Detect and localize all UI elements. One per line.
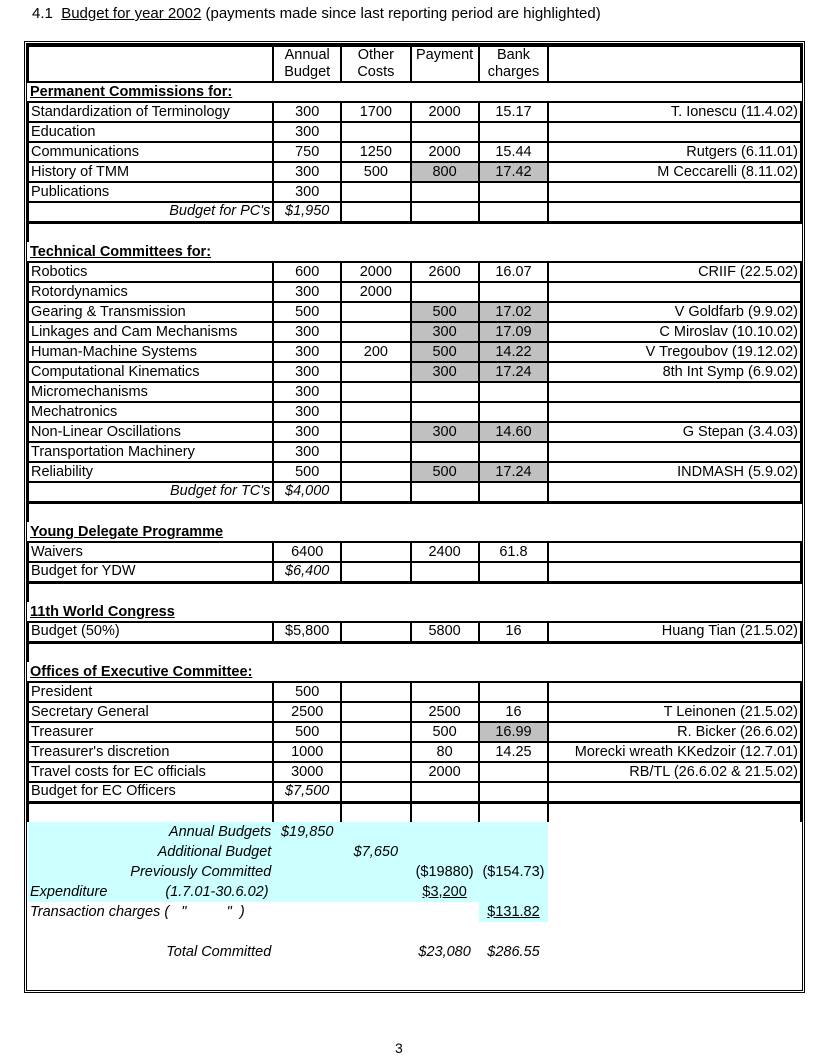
- payment-cell: [411, 682, 479, 702]
- notes-cell: V Tregoubov (19.12.02): [548, 342, 801, 362]
- other-costs-cell: [341, 782, 411, 802]
- other-costs-cell: 500: [341, 162, 411, 182]
- notes-cell: [548, 182, 801, 202]
- payment-cell: 2600: [411, 262, 479, 282]
- spacer-cell: [273, 642, 341, 662]
- other-costs-cell: [341, 322, 411, 342]
- empty-cell: [548, 482, 801, 502]
- bank-charges-cell: 16.99: [479, 722, 549, 742]
- spacer-cell: [273, 582, 341, 602]
- other-costs-cell: [341, 442, 411, 462]
- transaction-charges-text: $131.82: [487, 903, 540, 920]
- summary-row: [28, 942, 801, 962]
- summary-row: [28, 862, 801, 882]
- spacer-row: [28, 582, 801, 602]
- empty-cell: [341, 822, 411, 842]
- annual-budget-cell: 300: [273, 422, 341, 442]
- row-label: Budget (50%): [28, 622, 273, 642]
- row-label: Transportation Machinery: [28, 442, 273, 462]
- notes-cell: INDMASH (5.9.02): [548, 462, 801, 482]
- row-label: Publications: [28, 182, 273, 202]
- empty-cell: [548, 202, 801, 222]
- empty-cell: [479, 822, 549, 842]
- spacer-cell: [479, 502, 549, 522]
- annual-budget-cell: 600: [273, 262, 341, 282]
- spacer-row: [28, 642, 801, 662]
- spacer-cell: [28, 222, 273, 242]
- header-annual-budget: Annual Budget: [273, 46, 341, 83]
- additional-budget-value: $7,650: [341, 842, 411, 862]
- header-blank: [28, 46, 273, 83]
- payment-cell: [411, 122, 479, 142]
- row-label: Waivers: [28, 542, 273, 562]
- other-costs-cell: [341, 562, 411, 582]
- notes-cell: Huang Tian (21.5.02): [548, 622, 801, 642]
- table-row: [28, 342, 801, 362]
- notes-cell: Morecki wreath KKedzoir (12.7.01): [548, 742, 801, 762]
- other-costs-cell: 1250: [341, 142, 411, 162]
- bank-charges-cell: [479, 382, 549, 402]
- empty-cell: [411, 922, 479, 942]
- subtotal-value: $4,000: [273, 482, 341, 502]
- other-costs-cell: [341, 542, 411, 562]
- payment-cell: [411, 782, 479, 802]
- row-label: Communications: [28, 142, 273, 162]
- empty-cell: [28, 922, 273, 942]
- summary-row: [28, 822, 801, 842]
- empty-cell: [341, 862, 411, 882]
- notes-cell: RB/TL (26.6.02 & 21.5.02): [548, 762, 801, 782]
- row-label: Standardization of Terminology: [28, 102, 273, 122]
- table-row: [28, 402, 801, 422]
- spacer-cell: [273, 222, 341, 242]
- section-title: Permanent Commissions for:: [30, 84, 233, 100]
- payment-cell: 80: [411, 742, 479, 762]
- section-header-row: [28, 662, 801, 682]
- bank-charges-cell: [479, 122, 549, 142]
- table-row: [28, 262, 801, 282]
- bank-charges-cell: [479, 682, 549, 702]
- heading-title: Budget for year 2002: [61, 5, 202, 22]
- annual-budget-cell: 300: [273, 402, 341, 422]
- section-header-row: [28, 602, 801, 622]
- spacer-cell: [28, 642, 273, 662]
- subtotal-row: [28, 202, 801, 222]
- annual-budget-cell: 3000: [273, 762, 341, 782]
- other-costs-cell: [341, 402, 411, 422]
- empty-cell: [411, 202, 479, 222]
- row-label: Budget for EC Officers: [28, 782, 273, 802]
- payment-cell: 2000: [411, 102, 479, 122]
- section-header-row: [28, 82, 801, 102]
- empty-cell: [548, 922, 801, 942]
- payment-cell: 300: [411, 322, 479, 342]
- annual-budget-cell: 300: [273, 282, 341, 302]
- annual-budget-cell: 750: [273, 142, 341, 162]
- row-label: Secretary General: [28, 702, 273, 722]
- payment-cell: 300: [411, 362, 479, 382]
- annual-budget-cell: $5,800: [273, 622, 341, 642]
- payment-cell: 500: [411, 462, 479, 482]
- spacer-cell: [28, 502, 273, 522]
- table-row: [28, 782, 801, 802]
- bank-charges-cell: 15.44: [479, 142, 549, 162]
- row-label: Non-Linear Oscillations: [28, 422, 273, 442]
- row-label: Treasurer's discretion: [28, 742, 273, 762]
- row-label: Computational Kinematics: [28, 362, 273, 382]
- bank-charges-cell: [479, 402, 549, 422]
- spacer-cell: [548, 502, 801, 522]
- total-committed-payment: $23,080: [411, 942, 479, 962]
- expenditure-period: (1.7.01-30.6.02): [165, 883, 269, 900]
- heading-number: 4.1: [32, 5, 53, 22]
- row-label: President: [28, 682, 273, 702]
- header-payment: Payment: [411, 46, 479, 83]
- payment-cell: 800: [411, 162, 479, 182]
- payment-cell: 300: [411, 422, 479, 442]
- empty-cell: [273, 942, 341, 962]
- other-costs-cell: [341, 182, 411, 202]
- section-title: Technical Committees for:: [30, 244, 212, 260]
- transaction-charges-label: Transaction charges ( " " ): [28, 902, 411, 922]
- table-row: [28, 142, 801, 162]
- empty-cell: [341, 942, 411, 962]
- annual-budget-cell: 300: [273, 322, 341, 342]
- spacer-cell: [273, 502, 341, 522]
- table-row: [28, 182, 801, 202]
- summary-row: [28, 842, 801, 862]
- empty-cell: [411, 842, 479, 862]
- payment-cell: [411, 182, 479, 202]
- spacer-cell: [341, 642, 411, 662]
- annual-budget-cell: 6400: [273, 542, 341, 562]
- bank-charges-cell: 14.25: [479, 742, 549, 762]
- other-costs-cell: 1700: [341, 102, 411, 122]
- table-row: [28, 462, 801, 482]
- empty-cell: [479, 202, 549, 222]
- table-row: [28, 302, 801, 322]
- section-title: 11th World Congress: [30, 604, 175, 620]
- spacer-cell: [479, 642, 549, 662]
- bank-charges-cell: 14.60: [479, 422, 549, 442]
- spacer-cell: [411, 582, 479, 602]
- annual-budget-cell: $6,400: [273, 562, 341, 582]
- notes-cell: T Leinonen (21.5.02): [548, 702, 801, 722]
- bank-charges-cell: [479, 562, 549, 582]
- annual-budget-cell: 300: [273, 102, 341, 122]
- other-costs-cell: [341, 362, 411, 382]
- annual-budget-cell: 300: [273, 122, 341, 142]
- section-title: Young Delegate Programme: [30, 524, 224, 540]
- notes-cell: R. Bicker (26.6.02): [548, 722, 801, 742]
- empty-cell: [411, 482, 479, 502]
- table-row: [28, 162, 801, 182]
- empty-cell: [273, 842, 341, 862]
- other-costs-cell: [341, 722, 411, 742]
- annual-budgets-label: Annual Budgets: [28, 822, 273, 842]
- header-notes: [548, 46, 801, 83]
- bank-charges-cell: 17.24: [479, 462, 549, 482]
- other-costs-cell: [341, 122, 411, 142]
- empty-cell: [341, 202, 411, 222]
- spacer-cell: [411, 222, 479, 242]
- empty-cell: [548, 862, 801, 882]
- other-costs-cell: [341, 622, 411, 642]
- other-costs-cell: [341, 422, 411, 442]
- other-costs-cell: 2000: [341, 282, 411, 302]
- subtotal-label: Budget for PC's: [28, 202, 273, 222]
- transaction-charges-value: [479, 902, 549, 922]
- annual-budget-cell: 2500: [273, 702, 341, 722]
- annual-budget-cell: 500: [273, 302, 341, 322]
- payment-cell: 2500: [411, 702, 479, 722]
- table-row: [28, 762, 801, 782]
- notes-cell: T. Ionescu (11.4.02): [548, 102, 801, 122]
- row-label: Robotics: [28, 262, 273, 282]
- empty-cell: [341, 482, 411, 502]
- payment-cell: [411, 382, 479, 402]
- row-label: Linkages and Cam Mechanisms: [28, 322, 273, 342]
- table-row: [28, 562, 801, 582]
- empty-cell: [411, 902, 479, 922]
- notes-cell: [548, 682, 801, 702]
- payment-cell: 500: [411, 302, 479, 322]
- bank-charges-cell: [479, 762, 549, 782]
- subtotal-value: $1,950: [273, 202, 341, 222]
- row-label: Human-Machine Systems: [28, 342, 273, 362]
- notes-cell: C Miroslav (10.10.02): [548, 322, 801, 342]
- spacer-cell: [341, 582, 411, 602]
- page-number: 3: [395, 1040, 403, 1056]
- bank-charges-cell: 16: [479, 622, 549, 642]
- bank-charges-cell: 14.22: [479, 342, 549, 362]
- row-label: Travel costs for EC officials: [28, 762, 273, 782]
- spacer-cell: [479, 222, 549, 242]
- empty-cell: [548, 882, 801, 902]
- table-row: [28, 742, 801, 762]
- bank-charges-cell: 17.09: [479, 322, 549, 342]
- bank-charges-cell: 61.8: [479, 542, 549, 562]
- bank-charges-cell: 16: [479, 702, 549, 722]
- table-row: [28, 442, 801, 462]
- budget-table-body: [28, 46, 801, 963]
- spacer-row: [28, 222, 801, 242]
- spacer-cell: [341, 502, 411, 522]
- notes-cell: [548, 402, 801, 422]
- previously-committed-payment: ($19880): [411, 862, 479, 882]
- payment-cell: 500: [411, 722, 479, 742]
- bank-charges-cell: [479, 282, 549, 302]
- bank-charges-cell: 17.42: [479, 162, 549, 182]
- subtotal-label: Budget for TC's: [28, 482, 273, 502]
- expenditure-label: Expenditure: [30, 883, 108, 900]
- total-committed-label: Total Committed: [28, 942, 273, 962]
- row-label: Gearing & Transmission: [28, 302, 273, 322]
- notes-cell: [548, 562, 801, 582]
- other-costs-cell: [341, 682, 411, 702]
- blank-cell: [28, 802, 273, 822]
- table-row: [28, 702, 801, 722]
- annual-budget-cell: 1000: [273, 742, 341, 762]
- bank-charges-cell: [479, 782, 549, 802]
- summary-row: [28, 902, 801, 922]
- payment-cell: [411, 402, 479, 422]
- empty-cell: [548, 822, 801, 842]
- annual-budget-cell: 300: [273, 442, 341, 462]
- row-label: Education: [28, 122, 273, 142]
- spacer-cell: [479, 582, 549, 602]
- spacer-cell: [411, 502, 479, 522]
- table-row: [28, 422, 801, 442]
- expenditure-value: [411, 882, 479, 902]
- notes-cell: [548, 382, 801, 402]
- bank-charges-cell: 17.02: [479, 302, 549, 322]
- bank-charges-cell: 17.24: [479, 362, 549, 382]
- previously-committed-bank: ($154.73): [479, 862, 549, 882]
- blank-row: [28, 802, 801, 822]
- notes-cell: [548, 122, 801, 142]
- annual-budget-cell: 300: [273, 382, 341, 402]
- blank-cell: [341, 802, 411, 822]
- other-costs-cell: 2000: [341, 262, 411, 282]
- table-row: [28, 382, 801, 402]
- payment-cell: [411, 282, 479, 302]
- bank-charges-cell: 16.07: [479, 262, 549, 282]
- table-row: [28, 362, 801, 382]
- payment-cell: 5800: [411, 622, 479, 642]
- payment-cell: 2000: [411, 142, 479, 162]
- notes-cell: 8th Int Symp (6.9.02): [548, 362, 801, 382]
- subtotal-row: [28, 482, 801, 502]
- notes-cell: [548, 282, 801, 302]
- bank-charges-cell: 15.17: [479, 102, 549, 122]
- notes-cell: [548, 442, 801, 462]
- empty-cell: [273, 862, 341, 882]
- notes-cell: Rutgers (6.11.01): [548, 142, 801, 162]
- notes-cell: [548, 782, 801, 802]
- payment-cell: 2000: [411, 762, 479, 782]
- notes-cell: V Goldfarb (9.9.02): [548, 302, 801, 322]
- summary-row: [28, 882, 801, 902]
- row-label: Reliability: [28, 462, 273, 482]
- empty-cell: [548, 942, 801, 962]
- spacer-cell: [341, 222, 411, 242]
- expenditure-value-text: $3,200: [422, 883, 467, 900]
- empty-cell: [341, 882, 411, 902]
- budget-table: [27, 44, 802, 962]
- annual-budget-cell: $7,500: [273, 782, 341, 802]
- other-costs-cell: [341, 382, 411, 402]
- table-row: [28, 322, 801, 342]
- table-row: [28, 102, 801, 122]
- payment-cell: 2400: [411, 542, 479, 562]
- budget-table-frame: [24, 41, 805, 993]
- annual-budget-cell: 500: [273, 682, 341, 702]
- table-row: [28, 542, 801, 562]
- empty-cell: [479, 842, 549, 862]
- payment-cell: [411, 562, 479, 582]
- total-committed-bank: $286.55: [479, 942, 549, 962]
- blank-cell: [479, 802, 549, 822]
- expenditure-label-cell: [28, 882, 341, 902]
- spacer-cell: [548, 222, 801, 242]
- annual-budget-cell: 300: [273, 362, 341, 382]
- annual-budget-cell: 500: [273, 462, 341, 482]
- section-heading: [32, 5, 601, 22]
- row-label: Budget for YDW: [28, 562, 273, 582]
- bank-charges-cell: [479, 182, 549, 202]
- blank-cell: [411, 802, 479, 822]
- table-row: [28, 122, 801, 142]
- spacer-row: [28, 502, 801, 522]
- table-row: [28, 682, 801, 702]
- row-label: Micromechanisms: [28, 382, 273, 402]
- empty-cell: [548, 902, 801, 922]
- annual-budgets-value: $19,850: [273, 822, 341, 842]
- header-bank-charges: Bank charges: [479, 46, 549, 83]
- spacer-cell: [411, 642, 479, 662]
- empty-cell: [479, 922, 549, 942]
- section-title: Offices of Executive Committee:: [30, 664, 253, 680]
- previously-committed-label: Previously Committed: [28, 862, 273, 882]
- blank-cell: [273, 802, 341, 822]
- row-label: Rotordynamics: [28, 282, 273, 302]
- notes-cell: G Stepan (3.4.03): [548, 422, 801, 442]
- empty-cell: [479, 882, 549, 902]
- other-costs-cell: [341, 302, 411, 322]
- other-costs-cell: [341, 762, 411, 782]
- empty-cell: [273, 922, 341, 942]
- spacer-row: [28, 922, 801, 942]
- spacer-cell: [548, 642, 801, 662]
- payment-cell: 500: [411, 342, 479, 362]
- heading-note: (payments made since last reporting period are highlighted): [205, 5, 601, 22]
- other-costs-cell: [341, 462, 411, 482]
- row-label: Treasurer: [28, 722, 273, 742]
- annual-budget-cell: 300: [273, 182, 341, 202]
- additional-budget-label: Additional Budget: [28, 842, 273, 862]
- table-row: [28, 722, 801, 742]
- annual-budget-cell: 300: [273, 162, 341, 182]
- table-row: [28, 622, 801, 642]
- notes-cell: [548, 542, 801, 562]
- table-row: [28, 282, 801, 302]
- other-costs-cell: [341, 742, 411, 762]
- empty-cell: [479, 482, 549, 502]
- section-header-row: [28, 522, 801, 542]
- notes-cell: CRIIF (22.5.02): [548, 262, 801, 282]
- annual-budget-cell: 500: [273, 722, 341, 742]
- payment-cell: [411, 442, 479, 462]
- empty-cell: [548, 842, 801, 862]
- blank-cell: [548, 802, 801, 822]
- row-label: History of TMM: [28, 162, 273, 182]
- column-header-row: [28, 46, 801, 83]
- row-label: Mechatronics: [28, 402, 273, 422]
- bank-charges-cell: [479, 442, 549, 462]
- spacer-cell: [28, 582, 273, 602]
- empty-cell: [341, 922, 411, 942]
- empty-cell: [411, 822, 479, 842]
- header-other-costs: Other Costs: [341, 46, 411, 83]
- notes-cell: M Ceccarelli (8.11.02): [548, 162, 801, 182]
- annual-budget-cell: 300: [273, 342, 341, 362]
- spacer-cell: [548, 582, 801, 602]
- other-costs-cell: [341, 702, 411, 722]
- other-costs-cell: 200: [341, 342, 411, 362]
- section-header-row: [28, 242, 801, 262]
